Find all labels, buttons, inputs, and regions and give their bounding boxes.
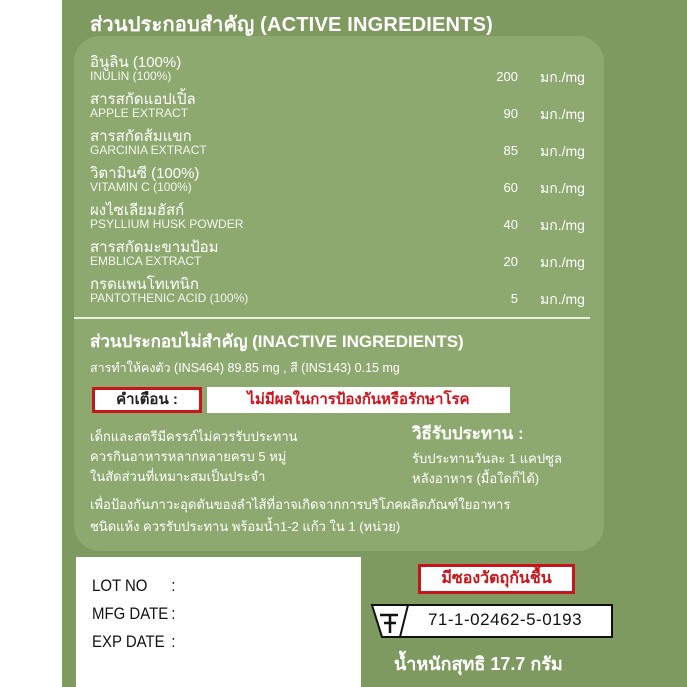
ingredient-english-name: PSYLLIUM HUSK POWDER — [90, 217, 244, 231]
ingredient-thai-name: กรดแพนโทเทนิก — [90, 276, 199, 293]
ingredient-amount: 200 — [496, 69, 518, 84]
ingredient-thai-name: ผงไซเลียมฮัสก์ — [90, 202, 185, 219]
ingredient-english-name: GARCINIA EXTRACT — [90, 143, 207, 157]
active-ingredients-title: ส่วนประกอบสำคัญ (ACTIVE INGREDIENTS) — [90, 14, 494, 36]
ingredient-thai-name: วิตามินซี (100%) — [90, 165, 200, 182]
lot-number-row — [92, 576, 176, 596]
directions-line: รับประทานวันละ 1 แคปซูล — [412, 451, 562, 466]
ingredient-row — [90, 124, 590, 160]
ingredient-unit: มก./mg — [540, 143, 585, 159]
ingredient-row — [90, 272, 590, 308]
ingredient-amount: 90 — [503, 106, 518, 121]
desiccant-notice: มีซองวัตถุกันชื้น — [418, 564, 575, 594]
ingredient-amount: 85 — [503, 143, 518, 158]
ingredient-thai-name: สารสกัดมะขามป้อม — [90, 239, 219, 256]
ingredient-row — [90, 198, 590, 234]
prevention-line: เพื่อป้องกันภาวะอุดตันของลำไส้ที่อาจเกิดจากการบริโภคผลิตภัณฑ์ใยอาหาร — [90, 497, 511, 512]
ingredient-amount: 20 — [503, 254, 518, 269]
ingredient-unit: มก./mg — [540, 291, 585, 307]
ingredient-unit: มก./mg — [540, 217, 585, 233]
mfg-date-colon: : — [171, 604, 176, 623]
warning-disclaimer: ไม่มีผลในการป้องกันหรือรักษาโรค — [207, 387, 510, 413]
ingredient-english-name: INULIN (100%) — [90, 69, 172, 83]
ingredient-english-name: EMBLICA EXTRACT — [90, 254, 202, 268]
warning-line: ควรกินอาหารหลากหลายครบ 5 หมู่ — [90, 449, 287, 464]
ingredient-row — [90, 235, 590, 271]
warning-label: คำเตือน : — [92, 387, 202, 413]
ingredient-unit: มก./mg — [540, 106, 585, 122]
lot-number-colon: : — [171, 576, 176, 595]
warning-line: เด็กและสตรีมีครรภ์ไม่ควรรับประทาน — [90, 429, 298, 444]
ingredient-english-name: VITAMIN C (100%) — [90, 180, 192, 194]
ingredient-english-name: APPLE EXTRACT — [90, 106, 189, 120]
inactive-ingredients-text: สารทำให้คงตัว (INS464) 89.85 mg , สี (INS143) 0.15 mg — [90, 361, 400, 375]
directions-title: วิธีรับประทาน : — [412, 424, 524, 443]
ingredient-thai-name: อินูลิน (100%) — [90, 54, 182, 71]
ingredient-row — [90, 50, 590, 86]
ingredient-unit: มก./mg — [540, 254, 585, 270]
lot-number-label: LOT NO — [92, 576, 148, 595]
warning-line: ในสัดส่วนที่เหมาะสมเป็นประจำ — [90, 469, 266, 484]
exp-date-label: EXP DATE — [92, 632, 165, 651]
mfg-date-row — [92, 604, 176, 624]
mfg-date-label: MFG DATE — [92, 604, 169, 623]
ingredient-row — [90, 161, 590, 197]
ingredient-thai-name: สารสกัดแอปเปิ้ล — [90, 91, 196, 108]
ingredient-english-name: PANTOTHENIC ACID (100%) — [90, 291, 249, 305]
ingredient-amount: 60 — [503, 180, 518, 195]
ingredient-row — [90, 87, 590, 123]
ingredient-thai-name: สารสกัดส้มแขก — [90, 128, 192, 145]
ingredient-amount: 5 — [510, 291, 518, 306]
prevention-line: ชนิดแห้ง ควรรับประทาน พร้อมน้ำ1-2 แก้ว ใน 1 (หน่วย) — [90, 519, 401, 534]
section-divider — [74, 317, 590, 319]
ingredient-unit: มก./mg — [540, 180, 585, 196]
inactive-ingredients-title: ส่วนประกอบไม่สำคัญ (INACTIVE INGREDIENTS) — [90, 332, 464, 351]
directions-line: หลังอาหาร (มื้อใดก็ได้) — [412, 471, 540, 486]
ingredient-amount: 40 — [503, 217, 518, 232]
exp-date-row — [92, 632, 176, 652]
ingredient-unit: มก./mg — [540, 69, 585, 85]
fda-registration-number: 71-1-02462-5-0193 — [427, 610, 583, 629]
exp-date-colon: : — [171, 632, 176, 651]
net-weight: น้ำหนักสุทธิ 17.7 กรัม — [394, 654, 563, 674]
